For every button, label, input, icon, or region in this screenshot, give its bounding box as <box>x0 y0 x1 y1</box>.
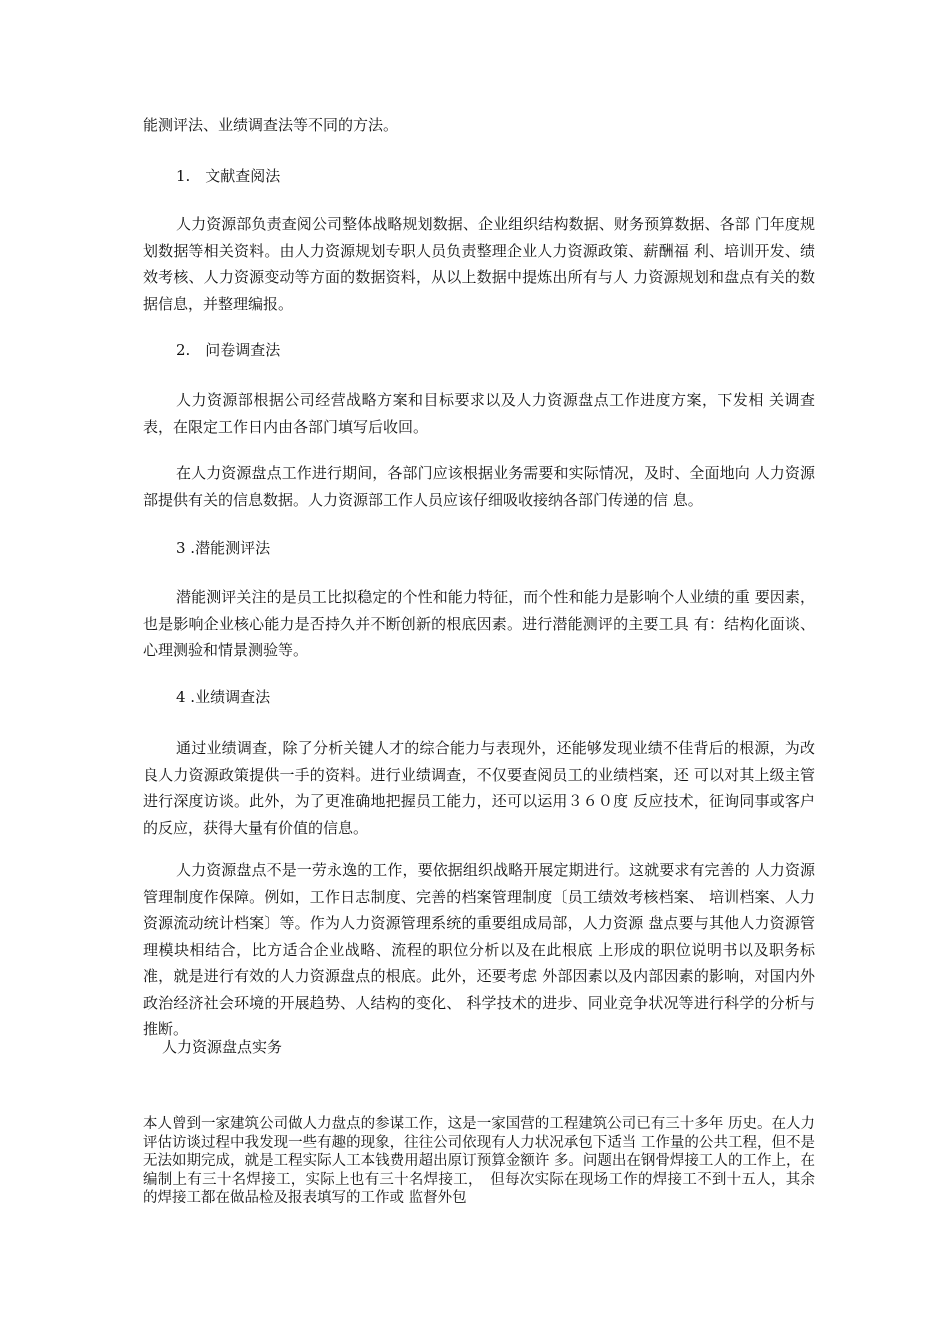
paragraph-case-study: 本人曾到一家建筑公司做人力盘点的参谋工作，这是一家国营的工程建筑公司已有三十多年 历史。在人力评估访谈过程中我发现一些有趣的现象，往往公司依现有人力状况承包下适当 工作量的公共工程，但不是无法如期完成，就是工程实际人工本钱费用超出原订预算金额许 多。问题出在钢骨焊接工人的工作上，在编制上有三十名焊接工，实际上也有三十名焊接工， 但每次实际在现场工作的焊接工不到十五人，其余的焊接工都在做品检及报表填写的工作或 监督外包 <box>143 1116 815 1206</box>
paragraph-questionnaire-2: 在人力资源盘点工作进行期间，各部门应该根据业务需要和实际情况，及时、全面地向 人力资源部提供有关的信息数据。人力资源部工作人员应该仔细吸收接纳各部门传递的信 息。 <box>143 464 815 509</box>
paragraph-performance-survey: 通过业绩调查，除了分析关键人才的综合能力与表现外，还能够发现业绩不佳背后的根源，为改良人力资源政策提供一手的资料。进行业绩调查，不仅要查阅员工的业绩档案，还 可以对其上级主管进行深度访谈。此外，为了更准确地把握员工能力，还可以运用３６０度 反应技术，征询同事或客户的反应，获得大量有价值的信息。 <box>143 739 815 837</box>
section-title-hr-inventory-practice: 人力资源盘点实务 <box>162 1038 283 1056</box>
heading-questionnaire: 2. 问卷调查法 <box>176 341 281 359</box>
paragraph-potential-assessment: 潜能测评关注的是员工比拟稳定的个性和能力特征，而个性和能力是影响个人业绩的重 要因素，也是影响企业核心能力是否持久并不断创新的根底因素。进行潜能测评的主要工具 有：结构化面谈、心理测验和情景测验等。 <box>143 588 815 659</box>
continuation-line: 能测评法、业绩调查法等不同的方法。 <box>143 116 399 134</box>
heading-potential-assessment: 3 .潜能测评法 <box>176 539 271 557</box>
paragraph-questionnaire-1: 人力资源部根据公司经营战略方案和目标要求以及人力资源盘点工作进度方案，下发相 关调查表，在限定工作日内由各部门填写后收回。 <box>143 391 815 436</box>
paragraph-literature-review: 人力资源部负责查阅公司整体战略规划数据、企业组织结构数据、财务预算数据、各部 门年度规划数据等相关资料。由人力资源规划专职人员负责整理企业人力资源政策、薪酬福 利、培训开发、绩效考核、人力资源变动等方面的数据资料，从以上数据中提炼出所有与人 力资源规划和盘点有关的数据信息，并整理编报。 <box>143 215 815 313</box>
paragraph-hr-inventory-summary: 人力资源盘点不是一劳永逸的工作，要依据组织战略开展定期进行。这就要求有完善的 人力资源管理制度作保障。例如，工作日志制度、完善的档案管理制度〔员工绩效考核档案、 培训档案、人力资源流动统计档案〕等。作为人力资源管理系统的重要组成局部，人力资源 盘点要与其他人力资源管理模块相结合，比方适合企业战略、流程的职位分析以及在此根底 上形成的职位说明书以及职务标准，就是进行有效的人力资源盘点的根底。此外，还要考虑 外部因素以及内部因素的影响，对国内外政治经济社会环境的开展趋势、人结构的变化、 科学技术的进步、同业竞争状况等进行科学的分析与推断。 <box>143 861 815 1038</box>
heading-performance-survey: 4 .业绩调查法 <box>176 688 271 706</box>
heading-literature-review: 1. 文献查阅法 <box>176 167 281 185</box>
